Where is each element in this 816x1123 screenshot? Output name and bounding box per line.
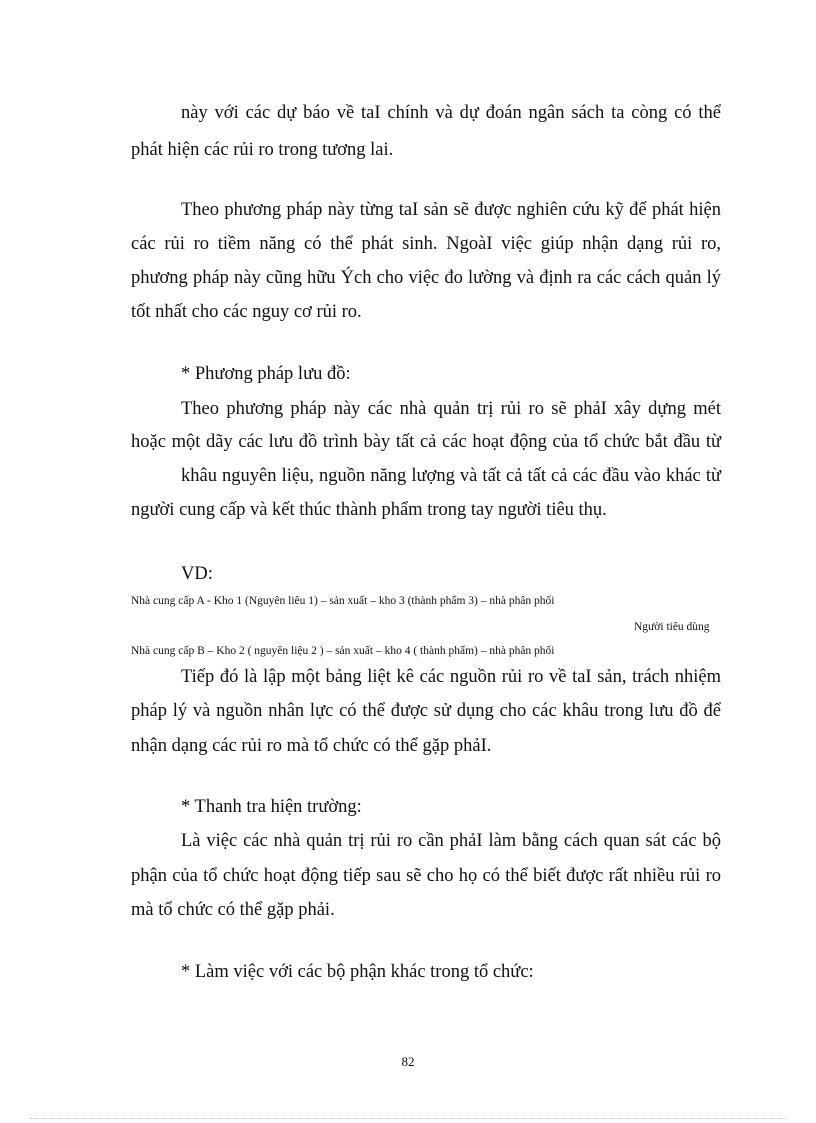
paragraph-line: nhận dạng các rủi ro mà tổ chức có thể gặp phảI. [131, 736, 492, 756]
paragraph-line: người cung cấp và kết thúc thành phẩm trong tay người tiêu thụ. [131, 500, 607, 520]
section-heading: * Làm việc với các bộ phận khác trong tổ chức: [181, 962, 534, 982]
page-bottom-divider [30, 1118, 786, 1119]
paragraph-line: Theo phương pháp này từng taI sản sẽ được nghiên cứu kỹ để phát hiện [181, 200, 721, 220]
paragraph-line: Là việc các nhà quản trị rủi ro cần phảI làm bằng cách quan sát các bộ [181, 831, 721, 851]
section-heading: * Thanh tra hiện trường: [181, 797, 362, 817]
paragraph-line: hoặc một dãy các lưu đồ trình bày tất cả các hoạt động của tổ chức bắt đầu từ [131, 432, 721, 452]
section-heading: * Phương pháp lưu đồ: [181, 364, 351, 384]
flow-row-a: Nhà cung cấp A - Kho 1 (Nguyên liêu 1) – sản xuất – kho 3 (thành phẩm 3) – nhà phân phối [131, 595, 555, 607]
paragraph-line: phận của tổ chức hoạt động tiếp sau sẽ cho họ có thể biết được rất nhiều rủi ro [131, 866, 721, 886]
flow-row-b: Nhà cung cấp B – Kho 2 ( nguyên liệu 2 ) – sản xuất – kho 4 ( thành phẩm) – nhà phân phối [131, 645, 555, 657]
flow-consumer: Người tiêu dùng [634, 621, 710, 633]
paragraph-line: tốt nhất cho các nguy cơ rủi ro. [131, 302, 362, 322]
paragraph-line: Theo phương pháp này các nhà quản trị rủi ro sẽ phảI xây dựng mét [181, 399, 721, 419]
paragraph-line: mà tổ chức có thể gặp phải. [131, 900, 335, 920]
paragraph-line: các rủi ro tiềm năng có thể phát sinh. NgoàI việc giúp nhận dạng rủi ro, [131, 234, 721, 254]
paragraph-line: này với các dự báo về taI chính và dự đoán ngân sách ta còng có thể [181, 103, 721, 123]
paragraph-line: phương pháp này cũng hữu Ých cho việc đo lường và định ra các cách quản lý [131, 268, 721, 288]
paragraph-line: pháp lý và nguồn nhân lực có thể được sử dụng cho các khâu trong lưu đồ để [131, 701, 721, 721]
paragraph-line: Tiếp đó là lập một bảng liệt kê các nguồn rủi ro về taI sản, trách nhiệm [181, 667, 721, 687]
example-label: VD: [181, 564, 213, 584]
page-number: 82 [401, 1054, 415, 1069]
paragraph-line: phát hiện các rủi ro trong tương lai. [131, 140, 394, 160]
paragraph-line: khâu nguyên liệu, nguồn năng lượng và tất cả tất cả các đầu vào khác từ [181, 466, 721, 486]
